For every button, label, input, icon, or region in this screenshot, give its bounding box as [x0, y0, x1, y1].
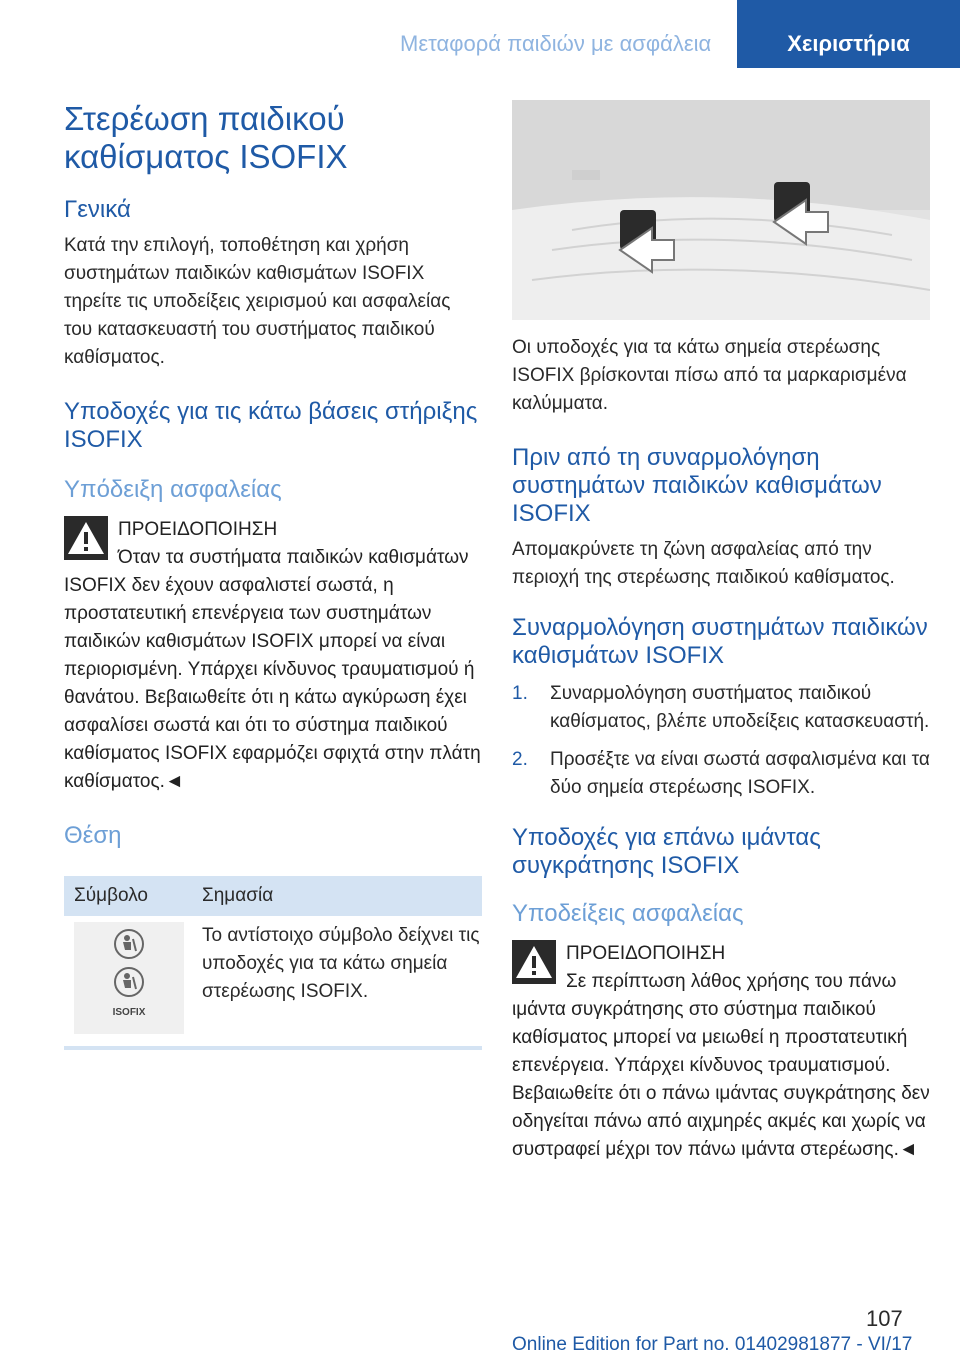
header-tab-controls[interactable]: Χειριστήρια — [737, 0, 960, 68]
list-item: 2. Προσέξτε να είναι σωστά ασφαλισμένα και τα δύο σημεία στερέωσης ISOFIX. — [512, 749, 930, 798]
before-assembly-text: Απομακρύνετε τη ζώνη ασφαλείας από την περιοχή της στερέωσης παιδικού καθίσματος. — [512, 539, 895, 588]
column-header-meaning: Σημασία — [192, 876, 482, 916]
isofix-symbol-label: ISOFIX — [112, 1007, 146, 1018]
right-column — [512, 100, 930, 1164]
safety-heading: Υπόδειξη ασφαλείας — [64, 476, 282, 503]
header-section-title[interactable]: Μεταφορά παιδιών με ασφάλεια — [400, 31, 712, 56]
page-number: 107 — [866, 1306, 903, 1331]
page-title: Στερέωση παιδικού καθίσματος ISOFIX — [64, 100, 348, 175]
isofix-photo — [512, 100, 930, 320]
column-header-symbol: Σύμβολο — [64, 876, 192, 916]
warning-triangle-icon — [64, 516, 108, 560]
position-heading: Θέση — [64, 822, 122, 849]
warning-title: ΠΡΟΕΙΔΟΠΟΙΗΣΗ — [566, 943, 726, 964]
left-column — [64, 100, 482, 1050]
child-seat-icon — [114, 967, 144, 997]
warning-block — [512, 940, 930, 1164]
table-bottom-rule — [64, 1046, 482, 1050]
before-assembly-heading: Πριν από τη συναρμολόγηση συστημάτων παιδικών καθισμάτων ISOFIX — [512, 444, 882, 527]
general-heading: Γενικά — [64, 196, 131, 223]
page-header — [0, 0, 960, 68]
warning-triangle-icon — [512, 940, 556, 984]
warning-title: ΠΡΟΕΙΔΟΠΟΙΗΣΗ — [118, 519, 278, 540]
assembly-steps — [512, 680, 930, 802]
table-row — [64, 916, 482, 1042]
assembly-heading: Συναρμολόγηση συστημάτων παιδικών καθισμάτων ISOFIX — [512, 614, 928, 669]
warning-text: Σε περίπτωση λάθος χρήσης του πάνω ιμάντα συγκράτησης στο σύστημα παιδικού καθίσματος μπορεί να μειωθεί η προστατευτική επενέργεια. Υπάρχει κίνδυνος τραυματισμού. Βεβαιωθείτε ότι ο πάνω ιμάντας συγκράτησης δεν οδηγείται πάνω από αιχμηρές ακμές και χωρίς να συστραφεί μέχρι τον πάνω ιμάντα στερέωσης.◄ — [512, 971, 930, 1160]
lower-mounts-heading: Υποδοχές για τις κάτω βάσεις στήριξης ISOFIX — [64, 398, 478, 453]
isofix-symbol — [74, 922, 184, 1034]
symbol-table — [64, 876, 482, 1042]
child-seat-icon — [114, 929, 144, 959]
photo-caption: Οι υποδοχές για τα κάτω σημεία στερέωσης ISOFIX βρίσκονται πίσω από τα μαρκαρισμένα καλύμματα. — [512, 337, 907, 414]
upper-tether-heading: Υποδοχές για επάνω ιμάντας συγκράτησης ISOFIX — [512, 824, 821, 879]
warning-text: Όταν τα συστήματα παιδικών καθισμάτων ISOFIX δεν έχουν ασφαλιστεί σωστά, η προστατευτική επενέργεια των συστημάτων παιδικών καθισμάτων ISOFIX μπορεί να είναι περιορισμένη. Υπάρχει κίνδυνος τραυματισμού ή θανάτου. Βεβαιωθείτε ότι η κάτω αγκύρωση έχει ασφαλίσει σωστά και ότι το σύστημα παιδικού καθίσματος ISOFIX εφαρμόζει σφιχτά στην πλάτη καθίσματος.◄ — [64, 547, 481, 792]
safety-notes-heading: Υποδείξεις ασφαλείας — [512, 900, 744, 927]
edition-footer: Online Edition for Part no. 01402981877 - VI/17 — [512, 1334, 913, 1355]
warning-block — [64, 516, 482, 796]
general-text: Κατά την επιλογή, τοποθέτηση και χρήση συστημάτων παιδικών καθισμάτων ISOFIX τηρείτε τις υποδείξεις χειρισμού και ασφαλείας του κατασκευαστή του συστήματος παιδικού καθίσματος. — [64, 235, 451, 368]
list-item: 1. Συναρμολόγηση συστήματος παιδικού καθίσματος, βλέπε υποδείξεις κατασκευαστή. — [512, 683, 930, 732]
meaning-text: Το αντίστοιχο σύμβολο δείχνει τις υποδοχές για τα κάτω σημεία στερέωσης ISOFIX. — [202, 925, 480, 1002]
